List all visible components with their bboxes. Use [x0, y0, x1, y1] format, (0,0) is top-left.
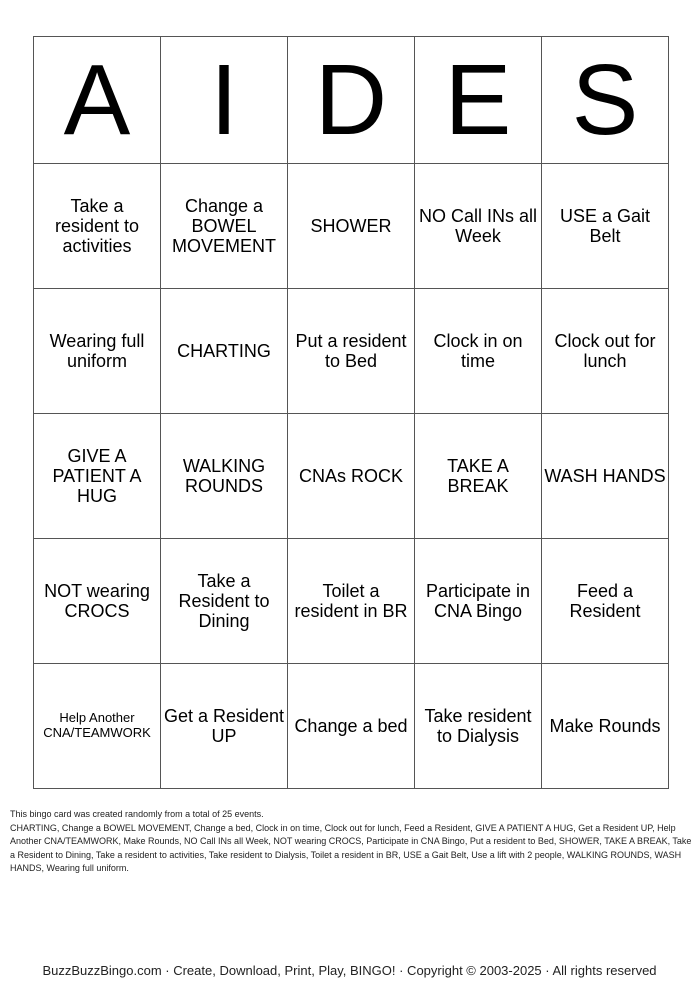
header-letter-a: A: [34, 37, 161, 164]
bingo-card: [33, 36, 669, 789]
card-cell: Take a Resident to Dining: [161, 539, 288, 664]
card-cell: Change a bed: [288, 664, 415, 789]
card-cell: GIVE A PATIENT A HUG: [34, 414, 161, 539]
card-info-events: CHARTING, Change a BOWEL MOVEMENT, Change a bed, Clock in on time, Clock out for lunch, Feed a Resident, GIVE A PATIENT A HUG, Get a Resident UP, Help Another CNA/TEAMWORK, Make Rounds, NO Call INs all Week, NOT wearing CROCS, Participate in CNA Bingo, Put a resident to Bed, SHOWER, TAKE A BREAK, Take a Resident to Dining, Take a resident to activities, Take resident to Dialysis, Toilet a resident in BR, USE a Gait Belt, Use a lift with 2 people, WALKING ROUNDS, WASH HANDS, Wearing full uniform.: [10, 822, 692, 873]
card-cell: TAKE A BREAK: [415, 414, 542, 539]
card-cell: CHARTING: [161, 289, 288, 414]
card-info: [10, 808, 692, 876]
header-letter-e: E: [415, 37, 542, 164]
card-cell: Change a BOWEL MOVEMENT: [161, 164, 288, 289]
card-row: [34, 289, 669, 414]
card-cell: Take a resident to activities: [34, 164, 161, 289]
card-cell: Get a Resident UP: [161, 664, 288, 789]
header-letter-d: D: [288, 37, 415, 164]
card-cell: Help Another CNA/TEAMWORK: [34, 664, 161, 789]
card-cell: NOT wearing CROCS: [34, 539, 161, 664]
card-cell: Make Rounds: [542, 664, 669, 789]
card-cell: Put a resident to Bed: [288, 289, 415, 414]
header-letter-i: I: [161, 37, 288, 164]
card-cell: CNAs ROCK: [288, 414, 415, 539]
header-row: [34, 37, 669, 164]
card-row: [34, 664, 669, 789]
card-row: [34, 414, 669, 539]
site-footer: BuzzBuzzBingo.com · Create, Download, Print, Play, BINGO! · Copyright © 2003-2025 · All rights reserved: [42, 963, 657, 978]
card-row: [34, 539, 669, 664]
card-cell: Clock in on time: [415, 289, 542, 414]
card-cell: Toilet a resident in BR: [288, 539, 415, 664]
card-cell: USE a Gait Belt: [542, 164, 669, 289]
card-cell: WASH HANDS: [542, 414, 669, 539]
card-info-summary: This bingo card was created randomly from a total of 25 events.: [10, 809, 264, 819]
card-cell: WALKING ROUNDS: [161, 414, 288, 539]
card-cell: Clock out for lunch: [542, 289, 669, 414]
card-cell: Feed a Resident: [542, 539, 669, 664]
card-cell: NO Call INs all Week: [415, 164, 542, 289]
card-cell: SHOWER: [288, 164, 415, 289]
card-cell: Participate in CNA Bingo: [415, 539, 542, 664]
card-row: [34, 164, 669, 289]
card-cell: Wearing full uniform: [34, 289, 161, 414]
card-cell: Take resident to Dialysis: [415, 664, 542, 789]
header-letter-s: S: [542, 37, 669, 164]
